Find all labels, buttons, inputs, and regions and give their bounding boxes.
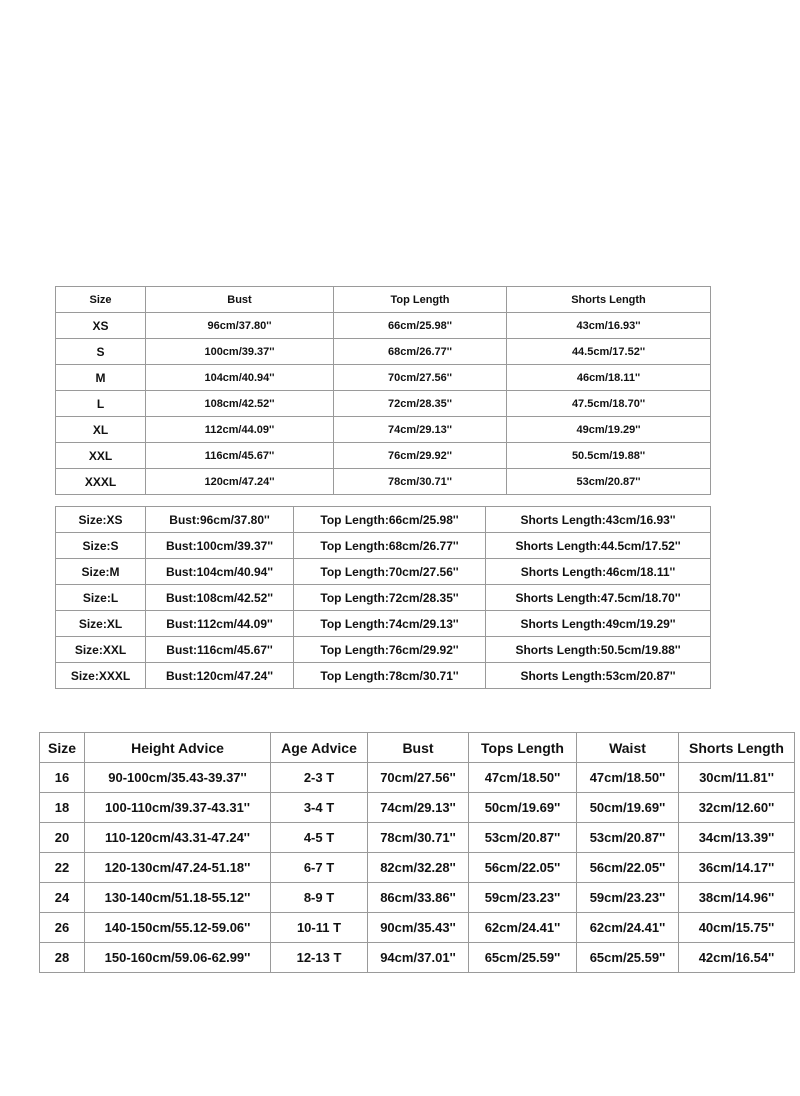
table-row-cell: 78cm/30.71'' <box>334 469 507 495</box>
table-row-cell: 28 <box>40 943 85 973</box>
table-row-cell: 112cm/44.09'' <box>146 417 334 443</box>
table-row-cell: Shorts Length:43cm/16.93'' <box>486 507 711 533</box>
table-row-cell: 65cm/25.59'' <box>469 943 577 973</box>
table-row <box>40 853 795 883</box>
table-row-cell: Bust:104cm/40.94'' <box>146 559 294 585</box>
table-row-cell: 116cm/45.67'' <box>146 443 334 469</box>
table-row <box>56 313 711 339</box>
table-row-cell: M <box>56 365 146 391</box>
table-row-cell: 2-3 T <box>271 763 368 793</box>
table-row-cell: Bust:108cm/42.52'' <box>146 585 294 611</box>
table-row-cell: 53cm/20.87'' <box>577 823 679 853</box>
table-row-cell: 38cm/14.96'' <box>679 883 795 913</box>
table-row-cell: Top Length:70cm/27.56'' <box>294 559 486 585</box>
table-row-cell: 100-110cm/39.37-43.31'' <box>85 793 271 823</box>
header-row <box>56 287 711 313</box>
table-row <box>40 913 795 943</box>
table-row-cell: 46cm/18.11'' <box>507 365 711 391</box>
table-row-cell: 62cm/24.41'' <box>577 913 679 943</box>
table-row-cell: 18 <box>40 793 85 823</box>
table-row <box>56 533 711 559</box>
table-row-cell: 120cm/47.24'' <box>146 469 334 495</box>
table-row-cell: Shorts Length:49cm/19.29'' <box>486 611 711 637</box>
table-row-cell: S <box>56 339 146 365</box>
table-row-cell: Shorts Length:44.5cm/17.52'' <box>486 533 711 559</box>
table-row-cell: 120-130cm/47.24-51.18'' <box>85 853 271 883</box>
table-row-cell: 90-100cm/35.43-39.37'' <box>85 763 271 793</box>
table-row-cell: 70cm/27.56'' <box>368 763 469 793</box>
table-row <box>56 585 711 611</box>
table-row-cell: 62cm/24.41'' <box>469 913 577 943</box>
table-row <box>56 417 711 443</box>
table-row-cell: Bust:96cm/37.80'' <box>146 507 294 533</box>
table-row-cell: 90cm/35.43'' <box>368 913 469 943</box>
table-row-cell: 56cm/22.05'' <box>577 853 679 883</box>
table-row <box>56 507 711 533</box>
table-row <box>56 559 711 585</box>
table-row-cell: 94cm/37.01'' <box>368 943 469 973</box>
table-row-cell: 6-7 T <box>271 853 368 883</box>
table-row <box>40 883 795 913</box>
header-row-cell: Bust <box>368 733 469 763</box>
table-row-cell: 74cm/29.13'' <box>334 417 507 443</box>
table-row-cell: 59cm/23.23'' <box>469 883 577 913</box>
table-row-cell: L <box>56 391 146 417</box>
table-row-cell: Bust:100cm/39.37'' <box>146 533 294 559</box>
table-row-cell: 50cm/19.69'' <box>577 793 679 823</box>
table-row-cell: XXXL <box>56 469 146 495</box>
table-row-cell: Size:XXL <box>56 637 146 663</box>
table-row <box>56 391 711 417</box>
header-row-cell: Height Advice <box>85 733 271 763</box>
table-row <box>40 943 795 973</box>
table-row-cell: Shorts Length:53cm/20.87'' <box>486 663 711 689</box>
table-row-cell: Shorts Length:46cm/18.11'' <box>486 559 711 585</box>
table-row-cell: 53cm/20.87'' <box>507 469 711 495</box>
table-row-cell: 42cm/16.54'' <box>679 943 795 973</box>
table-row-cell: 26 <box>40 913 85 943</box>
table-row-cell: Top Length:74cm/29.13'' <box>294 611 486 637</box>
table-row-cell: 65cm/25.59'' <box>577 943 679 973</box>
header-row-cell: Top Length <box>334 287 507 313</box>
table-row-cell: 3-4 T <box>271 793 368 823</box>
table-row-cell: Top Length:72cm/28.35'' <box>294 585 486 611</box>
table-row-cell: 47.5cm/18.70'' <box>507 391 711 417</box>
table-row-cell: 66cm/25.98'' <box>334 313 507 339</box>
table-row <box>56 365 711 391</box>
table-row-cell: 24 <box>40 883 85 913</box>
table-row-cell: 86cm/33.86'' <box>368 883 469 913</box>
table-row-cell: Size:L <box>56 585 146 611</box>
table-row-cell: 20 <box>40 823 85 853</box>
table-row-cell: Size:M <box>56 559 146 585</box>
table-row-cell: Bust:120cm/47.24'' <box>146 663 294 689</box>
table-row-cell: Shorts Length:50.5cm/19.88'' <box>486 637 711 663</box>
table-row-cell: 44.5cm/17.52'' <box>507 339 711 365</box>
table-row-cell: 74cm/29.13'' <box>368 793 469 823</box>
table-row-cell: 43cm/16.93'' <box>507 313 711 339</box>
table-row-cell: 150-160cm/59.06-62.99'' <box>85 943 271 973</box>
table-row-cell: 104cm/40.94'' <box>146 365 334 391</box>
table-row-cell: 50.5cm/19.88'' <box>507 443 711 469</box>
table-row-cell: 140-150cm/55.12-59.06'' <box>85 913 271 943</box>
table-row-cell: Top Length:78cm/30.71'' <box>294 663 486 689</box>
table-row-cell: 70cm/27.56'' <box>334 365 507 391</box>
table-row <box>56 663 711 689</box>
header-row-cell: Waist <box>577 733 679 763</box>
header-row-cell: Shorts Length <box>679 733 795 763</box>
table-row-cell: 96cm/37.80'' <box>146 313 334 339</box>
table-row-cell: 53cm/20.87'' <box>469 823 577 853</box>
table-row-cell: Size:XL <box>56 611 146 637</box>
table-row-cell: 47cm/18.50'' <box>469 763 577 793</box>
table-row-cell: Shorts Length:47.5cm/18.70'' <box>486 585 711 611</box>
table-row-cell: 10-11 T <box>271 913 368 943</box>
table-row-cell: 22 <box>40 853 85 883</box>
table-row-cell: 82cm/32.28'' <box>368 853 469 883</box>
table-row-cell: 32cm/12.60'' <box>679 793 795 823</box>
table-row-cell: 49cm/19.29'' <box>507 417 711 443</box>
header-row-cell: Tops Length <box>469 733 577 763</box>
table-row-cell: 36cm/14.17'' <box>679 853 795 883</box>
table-row-cell: 16 <box>40 763 85 793</box>
table-row-cell: 56cm/22.05'' <box>469 853 577 883</box>
table-row <box>56 339 711 365</box>
table-row-cell: 68cm/26.77'' <box>334 339 507 365</box>
header-row-cell: Size <box>56 287 146 313</box>
header-row-cell: Size <box>40 733 85 763</box>
table-row <box>40 793 795 823</box>
table-row-cell: Top Length:76cm/29.92'' <box>294 637 486 663</box>
header-row-cell: Shorts Length <box>507 287 711 313</box>
table-row-cell: XS <box>56 313 146 339</box>
table-row-cell: 76cm/29.92'' <box>334 443 507 469</box>
header-row-cell: Age Advice <box>271 733 368 763</box>
table-row-cell: 47cm/18.50'' <box>577 763 679 793</box>
table-row-cell: Bust:112cm/44.09'' <box>146 611 294 637</box>
size-chart-table-2 <box>55 506 711 689</box>
table-row <box>40 823 795 853</box>
table-row-cell: 59cm/23.23'' <box>577 883 679 913</box>
table-row-cell: 108cm/42.52'' <box>146 391 334 417</box>
table-row-cell: 4-5 T <box>271 823 368 853</box>
table-row <box>40 763 795 793</box>
kids-size-chart-table <box>39 732 795 973</box>
table-row-cell: 78cm/30.71'' <box>368 823 469 853</box>
table-row-cell: XL <box>56 417 146 443</box>
table-row <box>56 611 711 637</box>
table-row-cell: Size:XS <box>56 507 146 533</box>
header-row <box>40 733 795 763</box>
table-row-cell: Size:XXXL <box>56 663 146 689</box>
table-row <box>56 637 711 663</box>
table-row-cell: Bust:116cm/45.67'' <box>146 637 294 663</box>
table-row-cell: Top Length:68cm/26.77'' <box>294 533 486 559</box>
table-row-cell: Top Length:66cm/25.98'' <box>294 507 486 533</box>
table-row-cell: 34cm/13.39'' <box>679 823 795 853</box>
table-row <box>56 469 711 495</box>
size-chart-table-1 <box>55 286 711 495</box>
table-row <box>56 443 711 469</box>
table-row-cell: 30cm/11.81'' <box>679 763 795 793</box>
table-row-cell: 8-9 T <box>271 883 368 913</box>
table-row-cell: 110-120cm/43.31-47.24'' <box>85 823 271 853</box>
table-row-cell: 12-13 T <box>271 943 368 973</box>
header-row-cell: Bust <box>146 287 334 313</box>
table-row-cell: 100cm/39.37'' <box>146 339 334 365</box>
table-row-cell: 72cm/28.35'' <box>334 391 507 417</box>
table-row-cell: 50cm/19.69'' <box>469 793 577 823</box>
table-row-cell: 40cm/15.75'' <box>679 913 795 943</box>
table-row-cell: Size:S <box>56 533 146 559</box>
table-row-cell: 130-140cm/51.18-55.12'' <box>85 883 271 913</box>
table-row-cell: XXL <box>56 443 146 469</box>
